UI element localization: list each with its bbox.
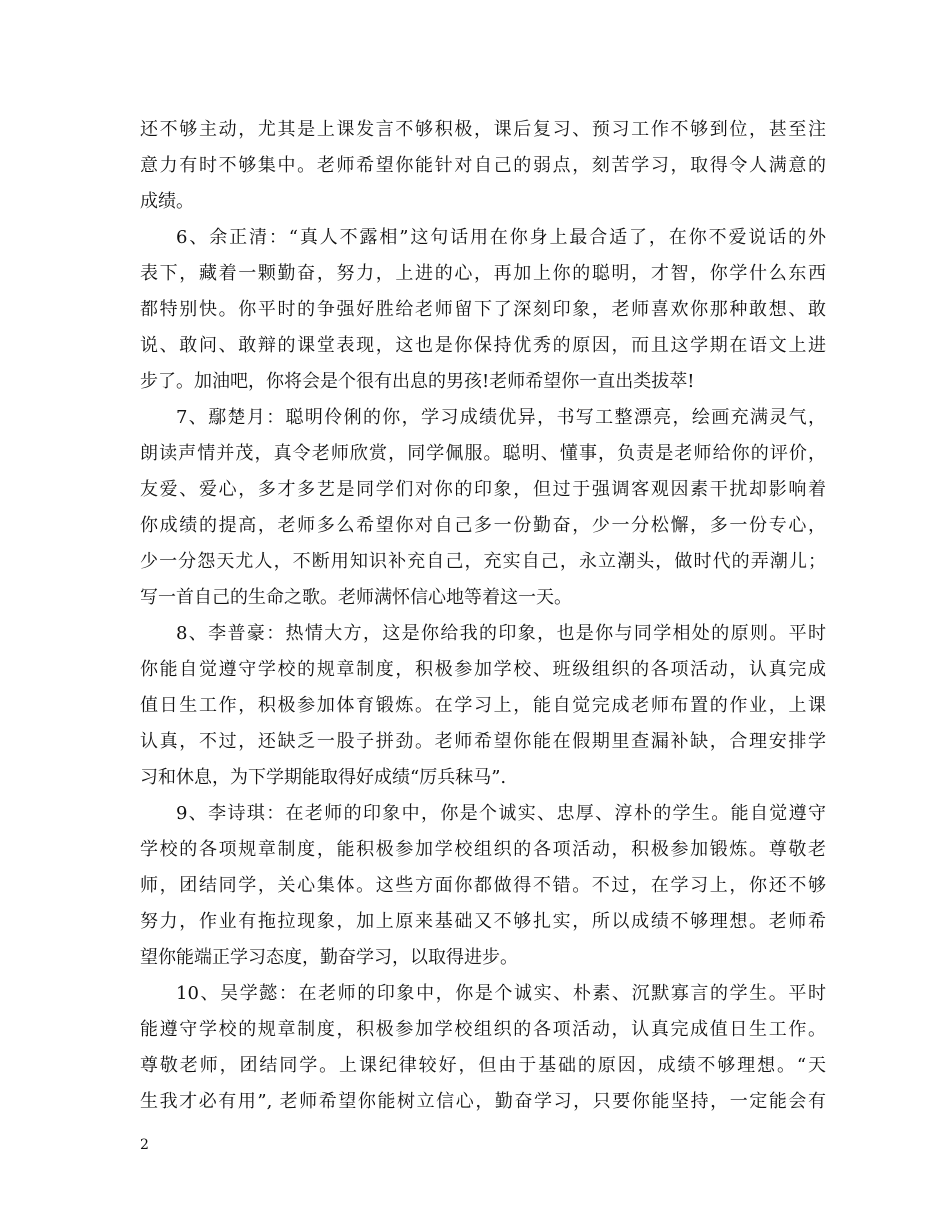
text-line: 值日生工作，积极参加体育锻炼。在学习上，能自觉完成老师布置的作业，上课 bbox=[140, 695, 826, 716]
text-line: 步了。加油吧，你将会是个很有出息的男孩!老师希望你一直出类拔萃! bbox=[140, 371, 695, 392]
text-line: 习和休息，为下学期能取得好成绩“厉兵秣马”. bbox=[140, 767, 507, 788]
page-number: 2 bbox=[140, 1137, 149, 1153]
paragraph-start-line: 8、李普豪：热情大方，这是你给我的印象，也是你与同学相处的原则。平时 bbox=[176, 623, 826, 644]
text-line: 能遵守学校的规章制度，积极参加学校组织的各项活动，认真完成值日生工作。 bbox=[140, 1019, 826, 1040]
text-line: 还不够主动，尤其是上课发言不够积极，课后复习、预习工作不够到位，甚至注 bbox=[140, 119, 826, 140]
paragraph-start-line: 6、余正清：“真人不露相”这句话用在你身上最合适了，在你不爱说话的外 bbox=[176, 227, 826, 248]
text-line: 朗读声情并茂，真令老师欣赏，同学佩服。聪明、懂事，负责是老师给你的评价， bbox=[140, 443, 826, 464]
text-line: 生我才必有用”, 老师希望你能树立信心，勤奋学习，只要你能坚持，一定能会有 bbox=[140, 1091, 826, 1112]
text-line: 都特别快。你平时的争强好胜给老师留下了深刻印象，老师喜欢你那种敢想、敢 bbox=[140, 299, 826, 320]
text-line: 师，团结同学，关心集体。这些方面你都做得不错。不过，在学习上，你还不够 bbox=[140, 875, 826, 896]
text-line: 尊敬老师，团结同学。上课纪律较好，但由于基础的原因，成绩不够理想。“天 bbox=[140, 1055, 826, 1076]
paragraph-start-line: 7、鄢楚月：聪明伶俐的你，学习成绩优异，书写工整漂亮，绘画充满灵气， bbox=[176, 407, 826, 428]
text-line: 学校的各项规章制度，能积极参加学校组织的各项活动，积极参加锻炼。尊敬老 bbox=[140, 839, 826, 860]
text-line: 成绩。 bbox=[140, 191, 194, 212]
text-line: 认真，不过，还缺乏一股子拼劲。老师希望你能在假期里查漏补缺，合理安排学 bbox=[140, 731, 826, 752]
text-line: 你成绩的提高，老师多么希望你对自己多一份勤奋，少一分松懈，多一份专心， bbox=[140, 515, 826, 536]
text-line: 友爱、爱心，多才多艺是同学们对你的印象，但过于强调客观因素干扰却影响着 bbox=[140, 479, 826, 500]
text-line: 你能自觉遵守学校的规章制度，积极参加学校、班级组织的各项活动，认真完成 bbox=[140, 659, 826, 680]
text-line: 表下，藏着一颗勤奋，努力，上进的心，再加上你的聪明，才智，你学什么东西 bbox=[140, 263, 826, 284]
text-line: 说、敢问、敢辩的课堂表现，这也是你保持优秀的原因，而且这学期在语文上进 bbox=[140, 335, 826, 356]
text-line: 写一首自己的生命之歌。老师满怀信心地等着这一天。 bbox=[140, 587, 572, 608]
paragraph-start-line: 9、李诗琪：在老师的印象中，你是个诚实、忠厚、淳朴的学生。能自觉遵守 bbox=[176, 803, 826, 824]
text-line: 意力有时不够集中。老师希望你能针对自己的弱点，刻苦学习，取得令人满意的 bbox=[140, 155, 826, 176]
paragraph-start-line: 10、吴学懿：在老师的印象中，你是个诚实、朴素、沉默寡言的学生。平时 bbox=[176, 983, 826, 1004]
document-body bbox=[140, 112, 826, 1120]
text-line: 努力，作业有拖拉现象，加上原来基础又不够扎实，所以成绩不够理想。老师希 bbox=[140, 911, 826, 932]
text-line: 少一分怨天尤人，不断用知识补充自己，充实自己，永立潮头，做时代的弄潮儿； bbox=[140, 551, 826, 572]
text-line: 望你能端正学习态度，勤奋学习，以取得进步。 bbox=[140, 947, 518, 968]
